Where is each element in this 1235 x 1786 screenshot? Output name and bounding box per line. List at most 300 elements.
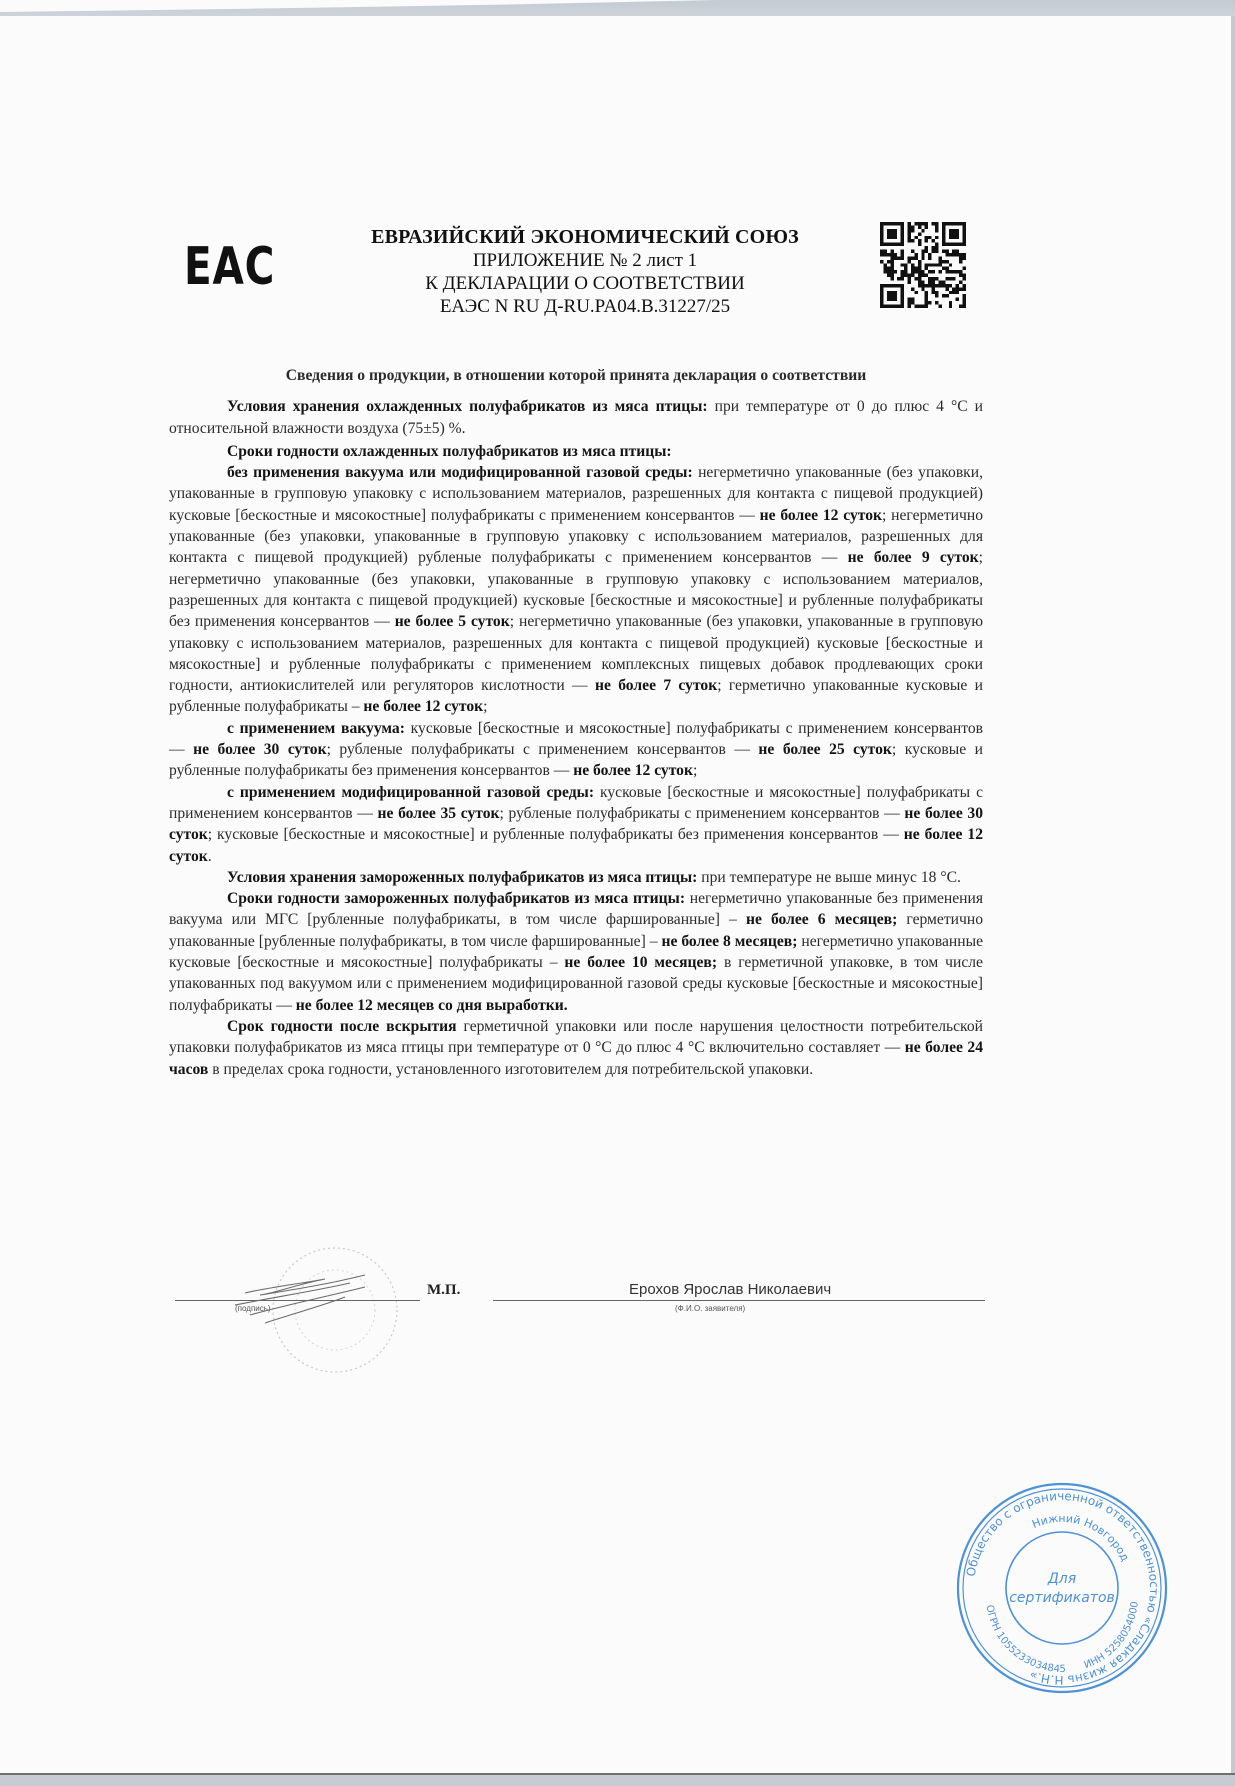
- paragraph-text: в герметичной упаковке, в том числе упакованных под вакуумом или с применением модифицированной газовой среды кусковые [бескостные и мясокостные] полуфабрикаты —: [169, 954, 983, 1014]
- qr-module: [911, 225, 914, 228]
- qr-module: [925, 298, 928, 301]
- qr-module: [952, 250, 955, 253]
- qr-module: [890, 277, 893, 280]
- qr-module: [880, 222, 883, 246]
- qr-module: [935, 222, 938, 225]
- qr-module: [942, 250, 945, 253]
- bold-heading: с применением вакуума:: [227, 719, 405, 737]
- qr-module: [956, 270, 959, 273]
- qr-module: [959, 256, 962, 259]
- qr-module: [945, 277, 948, 280]
- qr-module: [911, 263, 914, 266]
- qr-module: [883, 253, 886, 256]
- paragraph-text: герметично упакованные [рубленные полуфабрикаты, в том числе фаршированные] –: [169, 911, 983, 950]
- qr-module: [949, 270, 952, 273]
- qr-module: [914, 305, 917, 308]
- qr-module: [901, 274, 904, 277]
- bold-term: не более 10 месяцев;: [564, 954, 718, 972]
- bold-heading: Срок годности после вскрытия: [227, 1017, 457, 1035]
- qr-module: [942, 284, 945, 287]
- bold-heading: Сроки годности охлажденных полуфабрикатов из мяса птицы:: [227, 442, 672, 460]
- qr-module: [949, 263, 952, 266]
- qr-module: [938, 284, 941, 287]
- qr-module: [908, 239, 911, 242]
- qr-module: [908, 229, 911, 232]
- qr-module: [925, 284, 928, 287]
- qr-module: [935, 229, 938, 232]
- qr-module: [894, 270, 897, 273]
- paragraph-vacuum: [169, 718, 983, 782]
- qr-module: [935, 301, 938, 304]
- qr-module: [963, 253, 966, 256]
- paragraph-text: ; кусковые [бескостные и мясокостные] и рубленные полуфабрикаты без применения консервантов —: [207, 826, 904, 844]
- bold-term: не более 12 суток: [363, 698, 484, 716]
- qr-module: [918, 274, 921, 277]
- qr-module: [949, 253, 952, 256]
- qr-module: [925, 291, 928, 294]
- qr-module: [928, 253, 931, 256]
- stamp-outer-text: Общество с ограниченной ответственностью «Сладкая жизнь Н.Н.»: [963, 1488, 1162, 1688]
- qr-module: [918, 267, 921, 270]
- qr-module: [921, 253, 924, 256]
- qr-module: [894, 256, 897, 259]
- qr-module: [942, 222, 945, 246]
- qr-module: [949, 291, 952, 294]
- qr-module: [880, 222, 904, 225]
- qr-module: [918, 284, 921, 287]
- qr-module: [911, 239, 914, 242]
- qr-module: [945, 253, 948, 256]
- qr-module: [880, 305, 904, 308]
- qr-module: [938, 256, 941, 259]
- qr-module: [925, 225, 928, 228]
- qr-module: [894, 253, 897, 256]
- paragraph-text: ;: [483, 698, 488, 716]
- qr-module: [932, 280, 935, 283]
- paragraph-text: при температуре от 0 до плюс 4 °С и относительной влажности воздуха (75±5) %.: [169, 398, 984, 437]
- qr-module: [890, 260, 893, 263]
- paragraph-chilled-shelf-life-heading: [169, 441, 983, 462]
- qr-module: [914, 253, 917, 256]
- applicant-name-line: [493, 1300, 985, 1301]
- qr-module: [963, 305, 966, 308]
- header-declaration-number: ЕАЭС N RU Д-RU.PA04.B.31227/25: [439, 296, 731, 317]
- qr-module: [952, 277, 955, 280]
- applicant-name-caption: (Ф.И.О. заявителя): [675, 1304, 746, 1313]
- qr-module: [918, 260, 921, 263]
- qr-module: [883, 267, 886, 270]
- qr-module: [942, 267, 945, 270]
- qr-module: [932, 222, 935, 225]
- qr-module: [928, 263, 931, 266]
- qr-module: [921, 287, 924, 290]
- qr-module: [921, 270, 924, 273]
- qr-module: [932, 263, 935, 266]
- qr-module: [883, 270, 886, 273]
- qr-module: [945, 287, 948, 290]
- qr-module: [883, 263, 886, 266]
- qr-module: [911, 301, 914, 304]
- qr-module: [911, 250, 914, 253]
- qr-module: [918, 243, 921, 246]
- paragraph-text: ; рубленые полуфабрикаты с применением консервантов —: [326, 741, 759, 759]
- qr-module: [880, 243, 904, 246]
- bold-term: не более 5 суток: [394, 613, 510, 631]
- qr-module: [959, 253, 962, 256]
- qr-module: [918, 232, 921, 235]
- qr-module: [897, 277, 900, 280]
- qr-module: [918, 305, 921, 308]
- qr-module: [956, 253, 959, 256]
- bold-term: не более 12 суток: [573, 762, 693, 780]
- qr-module: [914, 222, 917, 225]
- qr-module: [956, 298, 959, 301]
- qr-module: [914, 256, 917, 259]
- qr-module: [908, 236, 911, 239]
- qr-module: [890, 267, 893, 270]
- qr-module: [887, 260, 890, 263]
- qr-module: [942, 260, 945, 263]
- qr-module: [901, 222, 904, 246]
- paragraph-frozen-storage: [169, 867, 983, 888]
- qr-module: [911, 267, 914, 270]
- eac-logo-text: EAC: [184, 237, 276, 297]
- qr-module: [938, 270, 941, 273]
- bold-heading: Условия хранения охлажденных полуфабрикатов из мяса птицы:: [227, 398, 708, 416]
- qr-module: [963, 222, 966, 246]
- qr-module: [883, 250, 886, 253]
- qr-module: [897, 256, 900, 259]
- qr-module: [918, 225, 921, 228]
- qr-module: [918, 277, 921, 280]
- company-stamp: [952, 1478, 1172, 1698]
- qr-module: [918, 280, 921, 283]
- bold-heading: Условия хранения замороженных полуфабрикатов из мяса птицы:: [227, 868, 698, 886]
- qr-module: [935, 277, 938, 280]
- qr-module: [908, 280, 911, 283]
- qr-module: [928, 256, 931, 259]
- qr-module: [880, 260, 883, 263]
- qr-module: [963, 274, 966, 277]
- qr-module: [949, 284, 952, 287]
- applicant-name: Ерохов Ярослав Николаевич: [629, 1281, 832, 1298]
- qr-module: [935, 246, 938, 249]
- paragraph-after-opening: [169, 1016, 983, 1080]
- qr-module: [952, 270, 955, 273]
- paragraph-text: герметичной упаковки или после нарушения целостности потребительской упаковки полуфабрикатов из мяса птицы при температуре от 0 °С до плюс 4 °С включительно составляет —: [169, 1017, 983, 1057]
- bold-term: не более 24 часов: [169, 1039, 983, 1078]
- qr-module: [928, 301, 931, 304]
- qr-module: [918, 263, 921, 266]
- qr-module: [956, 284, 959, 287]
- seal-place-label: М.П.: [427, 1282, 461, 1298]
- qr-module: [908, 256, 911, 259]
- qr-module: [949, 305, 952, 308]
- document-body: [169, 365, 983, 1080]
- paragraph-text: ; герметично упакованные кусковые и рубленные полуфабрикаты –: [169, 677, 983, 716]
- header-union-title: ЕВРАЗИЙСКИЙ ЭКОНОМИЧЕСКИЙ СОЮЗ: [371, 226, 799, 248]
- qr-module: [911, 270, 914, 273]
- qr-module: [949, 277, 952, 280]
- bold-term: не более 6 месяцев;: [745, 911, 898, 929]
- paragraph-text: негерметично упакованные без применения вакуума или МГС [рубленные полуфабрикаты, в том числе фаршированные] –: [169, 890, 984, 929]
- qr-module: [921, 284, 924, 287]
- qr-module: [945, 250, 948, 253]
- bold-term: не более 35 суток: [377, 804, 500, 822]
- qr-module: [918, 222, 921, 225]
- qr-module: [932, 246, 935, 249]
- qr-module: [925, 294, 928, 297]
- qr-module: [928, 236, 931, 239]
- qr-module: [887, 270, 890, 273]
- qr-module: [963, 301, 966, 304]
- qr-module: [921, 280, 924, 283]
- qr-module: [925, 267, 928, 270]
- paragraph-text: негерметично упакованные кусковые [бескостные и мясокостные] полуфабрикаты –: [169, 932, 983, 972]
- qr-module: [925, 239, 928, 242]
- qr-module: [925, 305, 928, 308]
- qr-module: [928, 277, 931, 280]
- qr-module: [963, 284, 966, 287]
- qr-module: [959, 260, 962, 263]
- qr-module: [890, 250, 893, 253]
- paragraph-text: ; кусковые и рубленные полуфабрикаты без применения консервантов —: [169, 741, 983, 780]
- qr-module: [928, 270, 931, 273]
- qr-module: [901, 253, 904, 256]
- eac-logo-icon: [184, 234, 276, 300]
- qr-module: [932, 270, 935, 273]
- qr-module: [908, 298, 911, 301]
- qr-module: [914, 236, 917, 239]
- paragraph-text: кусковые [бескостные и мясокостные] полуфабрикаты с применением консервантов —: [169, 783, 984, 822]
- qr-module: [890, 270, 893, 273]
- qr-module: [901, 256, 904, 259]
- qr-module: [890, 253, 893, 256]
- bold-heading: без применения вакуума или модифицированной газовой среды:: [227, 464, 693, 482]
- qr-module: [887, 229, 897, 239]
- qr-module: [932, 284, 935, 287]
- qr-module: [938, 263, 941, 266]
- qr-module: [932, 291, 935, 294]
- qr-module: [938, 305, 941, 308]
- bold-heading: с применением модифицированной газовой среды:: [227, 783, 595, 801]
- qr-module: [925, 250, 928, 253]
- bold-term: не более 8 месяцев;: [661, 932, 798, 950]
- qr-module: [945, 270, 948, 273]
- qr-module: [921, 256, 924, 259]
- stamp-ogrn: ОГРН 1055233034845: [983, 1604, 1066, 1676]
- bold-heading: Сроки годности замороженных полуфабрикатов из мяса птицы:: [227, 890, 686, 908]
- qr-module: [887, 291, 897, 301]
- qr-module: [904, 274, 907, 277]
- qr-module: [942, 294, 945, 297]
- bold-term: не более 12 месяцев со дня выработки.: [295, 996, 568, 1014]
- qr-module: [914, 270, 917, 273]
- scan-edge-right: [1231, 16, 1235, 1773]
- qr-module: [935, 243, 938, 246]
- qr-module: [928, 280, 931, 283]
- qr-module: [911, 256, 914, 259]
- qr-module: [908, 274, 911, 277]
- qr-module: [904, 270, 907, 273]
- qr-module: [942, 280, 945, 283]
- qr-module: [932, 250, 935, 253]
- qr-module: [914, 277, 917, 280]
- section-title: Сведения о продукции, в отношении которой принята декларация о соответствии: [285, 367, 867, 384]
- qr-module: [880, 284, 904, 287]
- qr-module: [945, 267, 948, 270]
- qr-module: [959, 305, 962, 308]
- paragraph-text: негерметично упакованные (без упаковки, упакованные в групповую упаковку с использованием материалов, разрешенных для контакта с пищевой продукцией) кусковые [бескостные и мясокостные] полуфабрикаты с применением консервантов —: [169, 464, 983, 524]
- bold-term: не более 30 суток: [169, 804, 983, 844]
- qr-module: [921, 274, 924, 277]
- qr-module: [925, 274, 928, 277]
- paragraph-chilled-storage: [169, 396, 983, 439]
- qr-module: [911, 287, 914, 290]
- qr-module: [935, 250, 938, 253]
- qr-module: [918, 270, 921, 273]
- qr-module: [959, 274, 962, 277]
- paragraph-text: .: [207, 847, 212, 865]
- qr-module: [959, 280, 962, 283]
- qr-module: [935, 294, 938, 297]
- qr-module: [901, 250, 904, 253]
- qr-module: [932, 277, 935, 280]
- qr-module: [956, 287, 959, 290]
- qr-module: [932, 239, 935, 242]
- stamp-center-line1: Для: [1047, 1571, 1077, 1587]
- paragraph-frozen-shelf-life: [169, 888, 983, 1016]
- stamp-inn: ИНН 5258054000: [1082, 1600, 1141, 1672]
- qr-module: [925, 301, 928, 304]
- qr-module: [925, 263, 928, 266]
- qr-module: [914, 267, 917, 270]
- qr-module: [935, 291, 938, 294]
- paragraph-text: в пределах срока годности, установленного изготовителем для потребительской упаковки.: [208, 1060, 814, 1078]
- qr-module: [938, 280, 941, 283]
- stamp-city: Нижний Новгород: [1030, 1511, 1132, 1564]
- bold-term: не более 25 суток: [758, 741, 892, 759]
- qr-module: [880, 253, 883, 256]
- qr-module: [901, 263, 904, 266]
- qr-module: [908, 277, 911, 280]
- qr-module: [925, 246, 928, 249]
- qr-module: [921, 222, 924, 225]
- signature-caption: (подпись): [235, 1304, 271, 1313]
- qr-module: [908, 232, 911, 235]
- qr-module: [887, 253, 890, 256]
- document-header: [300, 226, 870, 318]
- paragraph-text: при температуре не выше минус 18 °С.: [697, 868, 961, 886]
- qr-module: [963, 294, 966, 297]
- qr-module: [925, 222, 928, 225]
- qr-module: [963, 277, 966, 280]
- qr-module: [963, 287, 966, 290]
- qr-module: [942, 222, 966, 225]
- qr-module: [904, 263, 907, 266]
- bold-term: не более 12 суток: [169, 826, 983, 865]
- qr-module: [911, 229, 914, 232]
- qr-module: [890, 256, 893, 259]
- qr-module: [921, 229, 924, 232]
- paragraph-text: ; рубленые полуфабрикаты с применением консервантов —: [499, 804, 905, 822]
- qr-module: [956, 250, 959, 253]
- qr-module: [945, 284, 948, 287]
- qr-module: [932, 287, 935, 290]
- qr-module: [914, 291, 917, 294]
- qr-module: [911, 274, 914, 277]
- paragraph-text: ;: [692, 762, 698, 780]
- signature-line: [175, 1300, 420, 1301]
- qr-module: [918, 239, 921, 242]
- qr-module: [880, 284, 883, 308]
- qr-module: [938, 260, 941, 263]
- qr-module: [908, 222, 911, 225]
- qr-module: [890, 274, 893, 277]
- qr-module: [911, 298, 914, 301]
- qr-module: [908, 225, 911, 228]
- qr-module: [959, 287, 962, 290]
- qr-module: [887, 267, 890, 270]
- qr-module: [901, 284, 904, 308]
- signature-row: [175, 1281, 985, 1350]
- qr-module: [921, 305, 924, 308]
- qr-module: [952, 253, 955, 256]
- qr-module: [956, 291, 959, 294]
- scan-edge-top: [0, 0, 1235, 16]
- qr-module: [959, 270, 962, 273]
- qr-module: [935, 263, 938, 266]
- header-declaration: К ДЕКЛАРАЦИИ О СООТВЕТСТВИИ: [425, 273, 745, 294]
- bold-term: не более 7 суток: [594, 677, 718, 695]
- qr-module: [935, 236, 938, 239]
- qr-module: [928, 284, 931, 287]
- qr-module: [949, 301, 952, 304]
- qr-module: [887, 274, 890, 277]
- bold-term: не более 30 суток: [193, 741, 327, 759]
- paragraph-text: ; негерметично упакованные (без упаковки, упакованные в групповую упаковку с использованием материалов, разрешенных для контакта с пищевой продукцией) рубленые полуфабрикаты с применением консервантов —: [169, 506, 983, 567]
- qr-module: [908, 305, 911, 308]
- paragraph-no-vacuum: [169, 462, 983, 718]
- qr-module: [908, 260, 911, 263]
- paragraph-text: ; негерметично упакованные (без упаковки, упакованные в групповую упаковку с использованием материалов, разрешенных для контакта с пищевой продукцией) кусковые [бескостные и мясокостные] и рубленные полуфабрикаты без применения консервантов —: [169, 549, 983, 631]
- qr-module: [942, 243, 966, 246]
- qr-module: [963, 298, 966, 301]
- qr-module: [908, 301, 911, 304]
- qr-module: [880, 250, 883, 253]
- qr-module: [921, 250, 924, 253]
- paragraph-modified-atmosphere: [169, 782, 983, 867]
- qr-module: [904, 267, 907, 270]
- qr-module: [935, 225, 938, 228]
- qr-module: [945, 294, 948, 297]
- qr-module: [963, 256, 966, 259]
- bold-term: не более 9 суток: [847, 549, 979, 567]
- bold-term: не более 12 суток: [759, 506, 883, 524]
- qr-module: [952, 287, 955, 290]
- qr-module: [925, 236, 928, 239]
- scan-edge-bottom: [0, 1773, 1235, 1786]
- qr-code-icon: [880, 222, 966, 308]
- qr-module: [901, 277, 904, 280]
- qr-module: [945, 260, 948, 263]
- paragraph-text: ; негерметично упакованные (без упаковки, упакованные в групповую упаковку с использованием материалов, разрешенных для контакта с пищевой продукцией) кусковые [бескостные и мясокостные] и рубленные полуфабрикаты с применением комплексных пищевых добавок продлевающих сроки годности, антиокислителей или регуляторов кислотности —: [169, 613, 984, 695]
- qr-module: [963, 267, 966, 270]
- qr-module: [949, 229, 959, 239]
- header-appendix: ПРИЛОЖЕНИЕ № 2 лист 1: [472, 250, 698, 271]
- qr-module: [952, 291, 955, 294]
- stamp-center-line2: сертификатов: [1009, 1590, 1115, 1606]
